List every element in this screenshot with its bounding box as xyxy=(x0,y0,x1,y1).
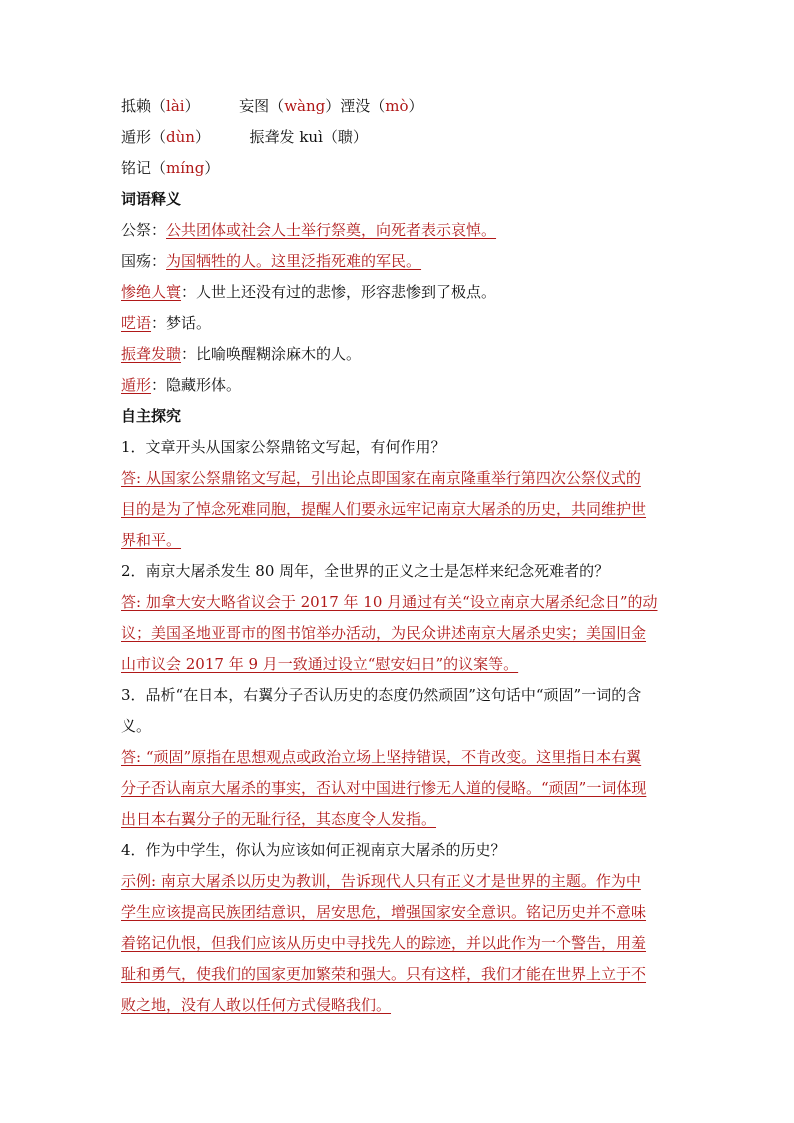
vocab-item: 公祭：公共团体或社会人士举行祭奠，向死者表示哀悼。 xyxy=(121,221,497,239)
vocab-item: 惨绝人寰：人世上还没有过的悲惨，形容悲惨到了极点。 xyxy=(121,283,497,301)
document-content xyxy=(121,91,681,1021)
vocab-item: 国殇：为国牺牲的人。这里泛指死难的军民。 xyxy=(121,252,422,270)
pron-pinyin: wàng xyxy=(284,97,326,115)
question: 2．南京大屠杀发生 80 周年，全世界的正义之士是怎样来纪念死难者的？ xyxy=(121,562,610,580)
pron-word: 振聋发 xyxy=(249,128,295,146)
vocab-definition: 隐藏形体。 xyxy=(166,376,242,394)
question: 3．品析“在日本，右翼分子否认历史的态度仍然顽固”这句话中“顽固”一词的含 义。 xyxy=(121,686,642,735)
pron-row-2: 遁形（dùn） 振聋发 kuì（聩） xyxy=(121,128,368,146)
question: 4．作为中学生，你认为应该如何正视南京大屠杀的历史？ xyxy=(121,841,506,859)
vocab-definition: 为国牺牲的人。这里泛指死难的军民。 xyxy=(166,252,422,270)
question: 1．文章开头从国家公祭鼎铭文写起，有何作用？ xyxy=(121,438,446,456)
explore-heading: 自主探究 xyxy=(121,407,182,425)
vocab-term: 惨绝人寰 xyxy=(121,283,182,301)
vocab-term: 公祭 xyxy=(121,221,152,239)
pron-word: 湮没 xyxy=(340,97,371,115)
vocab-definition: 比喻唤醒糊涂麻木的人。 xyxy=(196,345,362,363)
vocab-item: 呓语：梦话。 xyxy=(121,314,212,332)
vocab-heading: 词语释义 xyxy=(121,190,182,208)
vocab-term: 国殇 xyxy=(121,252,152,270)
answer: 示例: 南京大屠杀以历史为教训，告诉现代人只有正义才是世界的主题。作为中 学生应该提高民族团结意识，居安思危，增强国家安全意识。铭记历史并不意味 着铭记仇恨，但我们应该从历史中寻找先人的踪迹，并以此作为一个警告，用羞 耻和勇气，使我们的国家更加繁荣和强大。只有这样，我们才能在世界上立于不 败之地，没有人敢以任何方式侵略我们。 xyxy=(121,872,647,1014)
pron-word: 抵赖 xyxy=(121,97,152,115)
pron-pinyin: lài xyxy=(166,97,185,115)
pron-word: 铭记 xyxy=(121,159,152,177)
vocab-definition: 梦话。 xyxy=(166,314,212,332)
vocab-definition: 公共团体或社会人士举行祭奠，向死者表示哀悼。 xyxy=(166,221,497,239)
vocab-term: 呓语 xyxy=(121,314,152,332)
answer: 答: 从国家公祭鼎铭文写起，引出论点即国家在南京隆重举行第四次公祭仪式的 目的是为了悼念死难同胞，提醒人们要永远牢记南京大屠杀的历史，共同维护世 界和平。 xyxy=(121,469,647,549)
answer: 答: “顽固”原指在思想观点或政治立场上坚持错误，不肯改变。这里指日本右翼 分子否认南京大屠杀的事实，否认对中国进行惨无人道的侵略。“顽固”一词体现 出日本右翼分子的无耻行径，其态度令人发指。 xyxy=(121,748,647,828)
pron-pinyin: mò xyxy=(385,97,409,115)
vocab-item: 遁形：隐藏形体。 xyxy=(121,376,242,394)
pron-pinyin: kuì xyxy=(299,128,323,146)
pron-row-1: 抵赖（lài） 妄图（wàng）湮没（mò） xyxy=(121,97,424,115)
pron-word: 妄图 xyxy=(239,97,270,115)
pron-word: 遁形 xyxy=(121,128,152,146)
pron-pinyin: dùn xyxy=(166,128,195,146)
vocab-definition: 人世上还没有过的悲惨，形容悲惨到了极点。 xyxy=(196,283,497,301)
vocab-term: 振聋发聩 xyxy=(121,345,182,363)
pron-row-3: 铭记（míng） xyxy=(121,159,220,177)
vocab-term: 遁形 xyxy=(121,376,152,394)
answer: 答: 加拿大安大略省议会于 2017 年 10 月通过有关“设立南京大屠杀纪念日”的动 议；美国圣地亚哥市的图书馆举办活动，为民众讲述南京大屠杀史实；美国旧金 山市议会 2017 年 9 月一致通过设立“慰安妇日”的议案等。 xyxy=(121,593,658,673)
pron-pinyin: míng xyxy=(166,159,205,177)
vocab-item: 振聋发聩：比喻唤醒糊涂麻木的人。 xyxy=(121,345,362,363)
